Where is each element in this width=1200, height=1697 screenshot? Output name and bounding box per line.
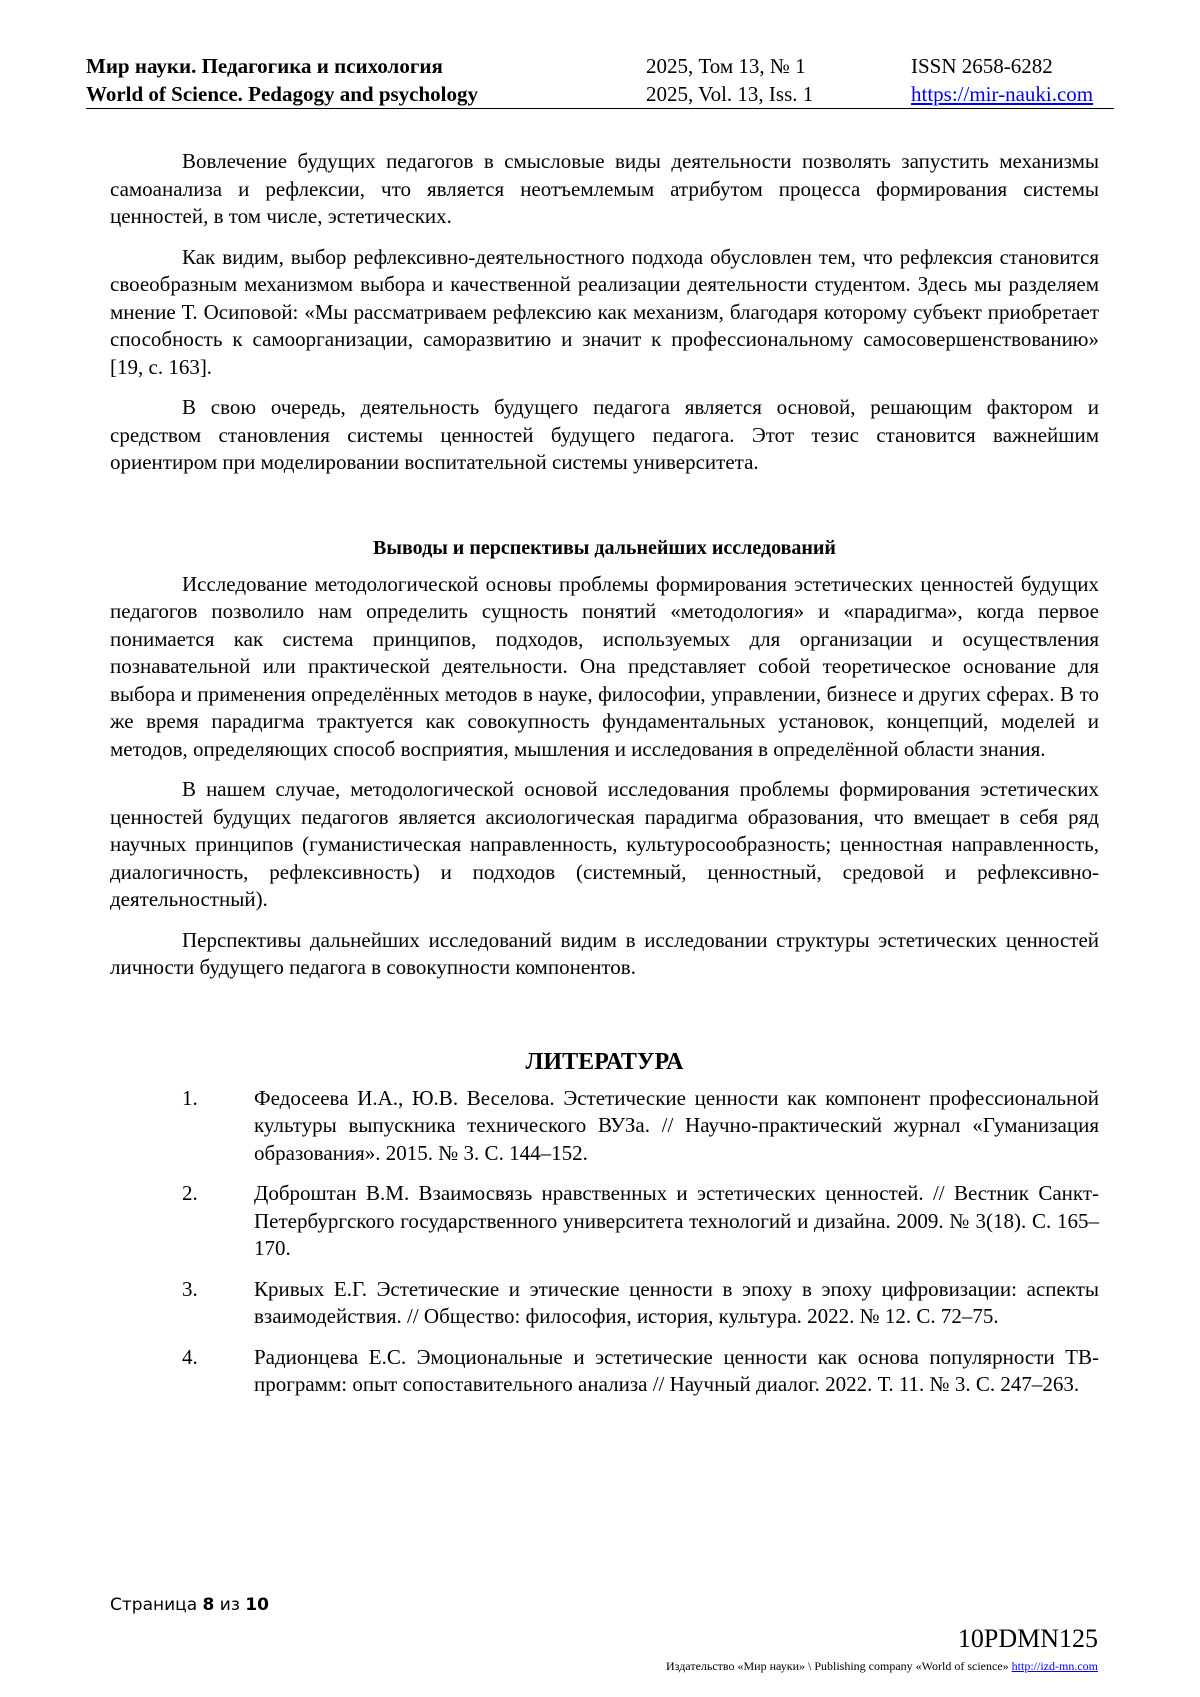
page-of: из xyxy=(219,1595,240,1615)
reference-text: Федосеева И.А., Ю.В. Веселова. Эстетические ценности как компонент профессиональной культуры выпускника технического ВУЗа. // Научно-практический журнал «Гуманизация образования». 2015. № 3. С. 144–152. xyxy=(254,1085,1099,1165)
article-code: 10PDMN125 xyxy=(957,1624,1098,1653)
journal-title xyxy=(86,52,478,108)
reference-number: 2. xyxy=(182,1181,198,1205)
reference-text: Кривых Е.Г. Эстетические и этические ценности в эпоху в эпоху цифровизации: аспекты взаимодействия. // Общество: философия, история, культура. 2022. № 12. С. 72–75. xyxy=(254,1276,1099,1328)
literature-heading: ЛИТЕРАТУРА xyxy=(525,1048,684,1075)
issn-block xyxy=(911,52,1093,108)
page-prefix: Страница xyxy=(110,1595,198,1615)
paragraph: В свою очередь, деятельность будущего педагога является основой, решающим фактором и средством становления системы ценностей будущего педагога. Этот тезис становится важнейшим ориентиром при моделировании воспитательной системы университета. xyxy=(110,395,1099,474)
issue-en: 2025, Vol. 13, Iss. 1 xyxy=(646,82,814,106)
reference-item xyxy=(110,1344,1099,1399)
reference-number: 3. xyxy=(182,1276,198,1301)
reference-text: Радионцева Е.С. Эмоциональные и эстетические ценности как основа популярности ТВ-программ: опыт сопоставительного анализа // Научный диалог. 2022. Т. 11. № 3. С. 247–263. xyxy=(254,1344,1099,1396)
reference-number: 1. xyxy=(182,1085,198,1110)
publisher-url-link[interactable]: http://izd-mn.com xyxy=(1011,1659,1098,1673)
reference-item xyxy=(110,1085,1099,1168)
issue-ru: 2025, Том 13, № 1 xyxy=(646,54,806,78)
article-body xyxy=(110,148,1099,1412)
paragraph: Перспективы дальнейших исследований видим в исследовании структуры эстетических ценностей личности будущего педагога в совокупности компонентов. xyxy=(110,927,1099,979)
page-counter xyxy=(110,1595,269,1615)
publisher-text: Издательство «Мир науки» \ Publishing company «World of science» xyxy=(666,1659,1009,1673)
paragraph: В нашем случае, методологической основой исследования проблемы формирования эстетических ценностей будущих педагогов является аксиологическая парадигма образования, что вмещает в себя ряд научных принципов (гуманистическая направленность, культуросообразность; ценностная направленность, диалогичность, рефлексивность) и подходов (системный, ценностный, средовой и рефлексивно-деятельностный). xyxy=(110,777,1099,911)
reference-list xyxy=(110,1085,1099,1399)
journal-title-en: World of Science. Pedagogy and psychology xyxy=(86,82,479,106)
paragraph: Вовлечение будущих педагогов в смысловые виды деятельности позволять запустить механизмы самоанализа и рефлексии, что является неотъемлемым атрибутом процесса формирования системы ценностей, в том числе, эстетических. xyxy=(110,149,1099,228)
paragraph: Как видим, выбор рефлексивно-деятельностного подхода обусловлен тем, что рефлексия становится своеобразным механизмом выбора и качественной реализации деятельности студентом. Здесь мы разделяем мнение Т. Осиповой: «Мы рассматриваем рефлексию как механизм, благодаря которому субъект приобретает способность к самоорганизации, саморазвитию и значит к профессиональному самосовершенствованию» [19, с. 163]. xyxy=(110,244,1099,379)
page-current: 8 xyxy=(202,1595,215,1615)
page-total: 10 xyxy=(245,1595,269,1615)
reference-text: Доброштан В.М. Взаимосвязь нравственных и эстетических ценностей. // Вестник Санкт-Петербургского государственного университета технологий и дизайна. 2009. № 3(18). С. 165–170. xyxy=(254,1181,1099,1260)
issn: ISSN 2658-6282 xyxy=(911,54,1053,78)
journal-url-link[interactable]: https://mir-nauki.com xyxy=(911,82,1094,106)
reference-number: 4. xyxy=(182,1344,198,1369)
paragraph: Исследование методологической основы проблемы формирования эстетических ценностей будущих педагогов позволило нам определить сущность понятий «методология» и «парадигма», когда первое понимается как система принципов, подходов, используемых для организации и осуществления познавательной или практической деятельности. Она представляет собой теоретическое основание для выбора и применения определённых методов в науке, философии, управлении, бизнесе и других сферах. В то же время парадигма трактуется как совокупность фундаментальных установок, концепций, моделей и методов, определяющих способ восприятия, мышления и исследования в определённой области знания. xyxy=(110,571,1099,761)
conclusions-heading: Выводы и перспективы дальнейших исследований xyxy=(373,536,836,559)
reference-item xyxy=(110,1276,1099,1331)
reference-item xyxy=(110,1180,1099,1263)
journal-title-ru: Мир науки. Педагогика и психология xyxy=(86,54,443,78)
page-header xyxy=(86,52,1114,109)
publisher-line xyxy=(666,1659,1098,1674)
issue-info xyxy=(646,52,813,108)
